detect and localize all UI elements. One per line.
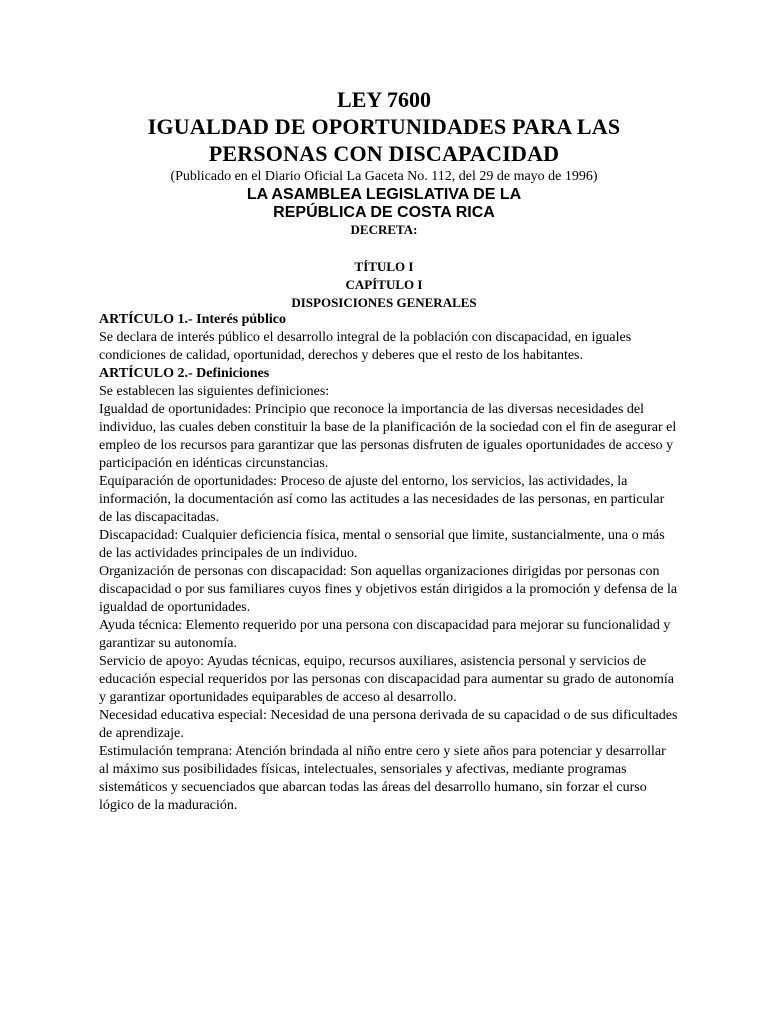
law-title-line-1: IGUALDAD DE OPORTUNIDADES PARA LAS — [147, 114, 621, 139]
definition-discapacidad: Discapacidad: Cualquier deficiencia física, mental o sensorial que limite, sustancialmente, una o más de las actividades principales de un individuo. — [99, 528, 665, 561]
article-1-paragraph: Se declara de interés público el desarrollo integral de la población con discapacidad, en iguales condiciones de calidad, oportunidad, derechos y deberes que el resto de los habitantes. — [99, 330, 632, 363]
definition-organizacion: Organización de personas con discapacidad: Son aquellas organizaciones dirigidas por personas con discapacidad o por sus familiares cuyos fines y objetivos están dirigidos a la promoción y defensa de la igualdad de oportunidades. — [99, 564, 678, 615]
section-headings — [0, 258, 768, 312]
document-body — [99, 311, 679, 815]
decreta-label: DECRETA: — [350, 222, 418, 237]
definition-igualdad: Igualdad de oportunidades: Principio que reconoce la importancia de las diversas necesidades del individuo, las cuales deben constituir la base de la planificación de la sociedad con el fin de asegurar el empleo de los recursos para garantizar que las personas disfruten de iguales oportunidades de acceso y participación en idénticas circunstancias. — [99, 402, 677, 471]
definition-estimulacion: Estimulación temprana: Atención brindada al niño entre cero y siete años para potenciar y desarrollar al máximo sus posibilidades físicas, intelectuales, sensoriales y afectivas, mediante programas sistemáticos y secuenciados que abarcan todas las áreas del desarrollo humano, sin forzar el curso lógico de la maduración. — [99, 744, 666, 813]
disposiciones-heading: DISPOSICIONES GENERALES — [291, 295, 477, 310]
article-2-title: ARTÍCULO 2.- Definiciones — [99, 366, 270, 381]
definition-equiparacion: Equiparación de oportunidades: Proceso de ajuste del entorno, los servicios, las actividades, la información, la documentación así como las actitudes a las necesidades de las personas, en particular de las discapacitadas. — [99, 474, 665, 525]
article-1-title: ARTÍCULO 1.- Interés público — [99, 312, 286, 327]
definition-servicio-apoyo: Servicio de apoyo: Ayudas técnicas, equipo, recursos auxiliares, asistencia personal y servicios de educación especial requeridos por las personas con discapacidad para aumentar su grado de autonomía y garantizar oportunidades equiparables de acceso al desarrollo. — [99, 654, 674, 705]
law-number: LEY 7600 — [337, 87, 431, 112]
publication-note: (Publicado en el Diario Oficial La Gaceta No. 112, del 29 de mayo de 1996) — [170, 169, 598, 184]
assembly-line-2: REPÚBLICA DE COSTA RICA — [273, 204, 495, 221]
article-2-intro: Se establecen las siguientes definiciones: — [99, 384, 330, 399]
definition-necesidad-educativa: Necesidad educativa especial: Necesidad de una persona derivada de su capacidad o de sus dificultades de aprendizaje. — [99, 708, 678, 741]
capitulo-heading: CAPÍTULO I — [345, 277, 423, 292]
titulo-heading: TÍTULO I — [354, 259, 414, 274]
assembly-line-1: LA ASAMBLEA LEGISLATIVA DE LA — [246, 186, 522, 203]
definition-ayuda-tecnica: Ayuda técnica: Elemento requerido por una persona con discapacidad para mejorar su funcionalidad y garantizar su autonomía. — [99, 618, 671, 651]
law-title-line-2: PERSONAS CON DISCAPACIDAD — [208, 141, 560, 166]
document-header — [0, 86, 768, 238]
